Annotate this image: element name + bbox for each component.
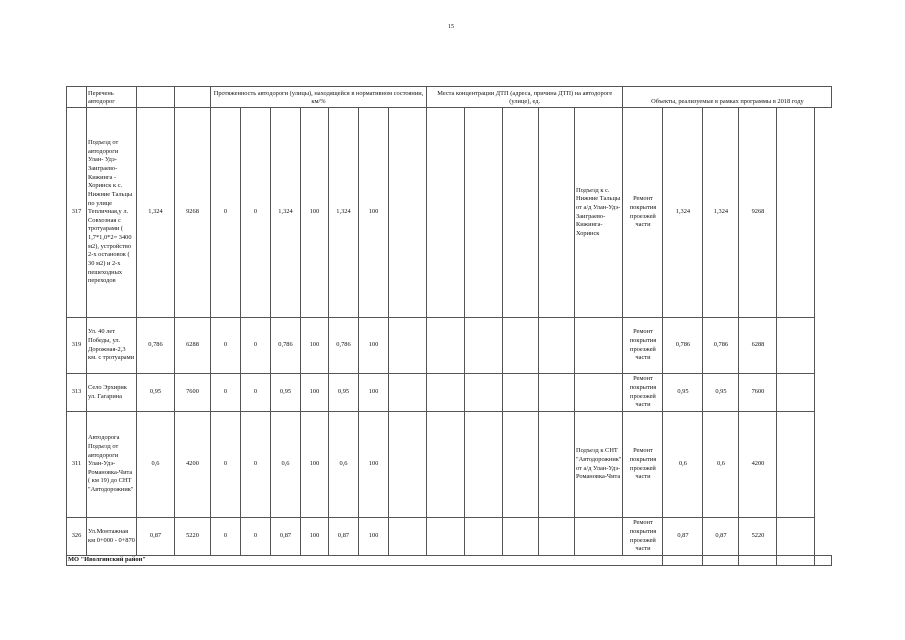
object-value: 9268 <box>739 108 777 318</box>
object-name <box>575 374 623 412</box>
road-name: Автодорога Подъезд от автодороги Улан-Удэ-Романовка-Чита ( км 19) до СНТ "Автодорожник" <box>87 412 137 518</box>
length-value: 0,95 <box>271 374 301 412</box>
length-value: 0,6 <box>137 412 175 518</box>
dtp-cell <box>465 374 503 412</box>
length-value: 1,324 <box>271 108 301 318</box>
dtp-cell <box>503 374 539 412</box>
object-value: 6288 <box>739 318 777 374</box>
row-number: 317 <box>67 108 87 318</box>
table-row <box>67 412 832 518</box>
length-value: 100 <box>359 108 389 318</box>
table-row <box>67 374 832 412</box>
length-value: 0 <box>211 108 241 318</box>
dtp-cell <box>539 318 575 374</box>
road-name: Ул.Монтажная км 0+000 - 0+870 <box>87 518 137 556</box>
header-dtp: Места концентрации ДТП (адреса, причина ДТП) на автодороге (улице), ед. <box>427 87 623 108</box>
dtp-cell <box>427 318 465 374</box>
dtp-cell <box>389 108 427 318</box>
dtp-cell <box>389 374 427 412</box>
empty-cell <box>739 556 777 566</box>
length-value: 0 <box>241 374 271 412</box>
dtp-cell <box>503 518 539 556</box>
length-value: 0 <box>211 412 241 518</box>
dtp-cell <box>503 108 539 318</box>
dtp-cell <box>389 318 427 374</box>
length-value: 0,786 <box>137 318 175 374</box>
object-value: 7600 <box>739 374 777 412</box>
length-value: 100 <box>359 518 389 556</box>
dtp-cell <box>539 518 575 556</box>
dtp-cell <box>539 108 575 318</box>
dtp-cell <box>539 374 575 412</box>
object-value: 0,6 <box>663 412 703 518</box>
object-value: 0,786 <box>703 318 739 374</box>
length-value: 100 <box>359 318 389 374</box>
page-number: 15 <box>448 24 454 30</box>
work-type: Ремонт покрытия проезжей части <box>623 374 663 412</box>
work-type: Ремонт покрытия проезжей части <box>623 412 663 518</box>
length-value: 1,324 <box>137 108 175 318</box>
header-objects: Объекты, реализуемые в рамках программы в 2018 году <box>623 87 832 108</box>
object-name: Подъезд к СНТ "Автодорожник" от а/д Улан-Удэ-Романовка-Чита <box>575 412 623 518</box>
length-value: 100 <box>301 412 329 518</box>
length-value: 0 <box>211 518 241 556</box>
object-value: 0,95 <box>663 374 703 412</box>
length-value: 1,324 <box>329 108 359 318</box>
empty-cell <box>777 374 815 412</box>
dtp-cell <box>427 374 465 412</box>
length-value: 0,87 <box>271 518 301 556</box>
length-value: 0,6 <box>329 412 359 518</box>
dtp-cell <box>389 518 427 556</box>
object-value: 1,324 <box>703 108 739 318</box>
empty-cell <box>815 556 832 566</box>
work-type: Ремонт покрытия проезжей части <box>623 108 663 318</box>
road-name: Подъезд от автодороги Улан- Удэ-Заиграево-Кижинга - Хоринск к с. Нижние Тальцы по улице Тепличная,у л. Совхозная с тротуарами ( 1,7*1,0*2= 3400 м2), устройство 2-х остановок ( 30 м2) и 2-х пешеходных переходов <box>87 108 137 318</box>
table-row <box>67 108 832 318</box>
work-type: Ремонт покрытия проезжей части <box>623 318 663 374</box>
object-value: 0,87 <box>703 518 739 556</box>
table-row <box>67 318 832 374</box>
object-name <box>575 318 623 374</box>
length-value: 100 <box>301 318 329 374</box>
work-type: Ремонт покрытия проезжей части <box>623 518 663 556</box>
empty-cell <box>777 108 815 318</box>
length-value: 0,95 <box>329 374 359 412</box>
section-row <box>67 556 832 566</box>
empty-cell <box>777 556 815 566</box>
row-number: 319 <box>67 318 87 374</box>
object-value: 0,786 <box>663 318 703 374</box>
dtp-cell <box>465 412 503 518</box>
roads-table <box>66 86 832 566</box>
row-number: 311 <box>67 412 87 518</box>
length-value: 0 <box>211 374 241 412</box>
length-value: 100 <box>359 412 389 518</box>
section-title: МО "Иволгинский район" <box>67 556 663 566</box>
dtp-cell <box>503 318 539 374</box>
object-value: 0,95 <box>703 374 739 412</box>
dtp-cell <box>465 108 503 318</box>
empty-cell <box>777 518 815 556</box>
header-length: Протяженность автодороги (улицы), находящейся в нормативном состоянии, км/% <box>211 87 427 108</box>
dtp-cell <box>539 412 575 518</box>
length-value: 0 <box>241 108 271 318</box>
header-row <box>67 87 832 108</box>
length-value: 4200 <box>175 412 211 518</box>
dtp-cell <box>427 412 465 518</box>
dtp-cell <box>427 108 465 318</box>
road-name: Ул. 40 лет Победы, ул. Дорожная-2,3 км. с тротуарами <box>87 318 137 374</box>
length-value: 0,87 <box>137 518 175 556</box>
empty-cell <box>703 556 739 566</box>
length-value: 0,786 <box>329 318 359 374</box>
dtp-cell <box>465 318 503 374</box>
road-name: Село Эрхирик ул. Гагарина <box>87 374 137 412</box>
empty-cell <box>777 318 815 374</box>
length-value: 0,87 <box>329 518 359 556</box>
table-row <box>67 518 832 556</box>
dtp-cell <box>465 518 503 556</box>
length-value: 9268 <box>175 108 211 318</box>
length-value: 0,6 <box>271 412 301 518</box>
empty-cell <box>777 412 815 518</box>
dtp-cell <box>389 412 427 518</box>
length-value: 0,95 <box>137 374 175 412</box>
length-value: 100 <box>301 108 329 318</box>
object-value: 0,6 <box>703 412 739 518</box>
object-name: Подъезд к с. Нижние Тальцы от а/д Улан-Удэ-Заиграево-Кижинга-Хоринск <box>575 108 623 318</box>
length-value: 0 <box>241 518 271 556</box>
object-value: 1,324 <box>663 108 703 318</box>
object-name <box>575 518 623 556</box>
length-value: 5220 <box>175 518 211 556</box>
object-value: 0,87 <box>663 518 703 556</box>
header-road-list: Перечень автодорог <box>87 87 137 108</box>
row-number: 313 <box>67 374 87 412</box>
length-value: 100 <box>301 518 329 556</box>
object-value: 5220 <box>739 518 777 556</box>
empty-cell <box>663 556 703 566</box>
length-value: 0 <box>211 318 241 374</box>
length-value: 0,786 <box>271 318 301 374</box>
length-value: 100 <box>359 374 389 412</box>
row-number: 326 <box>67 518 87 556</box>
dtp-cell <box>427 518 465 556</box>
length-value: 0 <box>241 412 271 518</box>
length-value: 100 <box>301 374 329 412</box>
object-value: 4200 <box>739 412 777 518</box>
length-value: 7600 <box>175 374 211 412</box>
dtp-cell <box>503 412 539 518</box>
length-value: 6288 <box>175 318 211 374</box>
length-value: 0 <box>241 318 271 374</box>
